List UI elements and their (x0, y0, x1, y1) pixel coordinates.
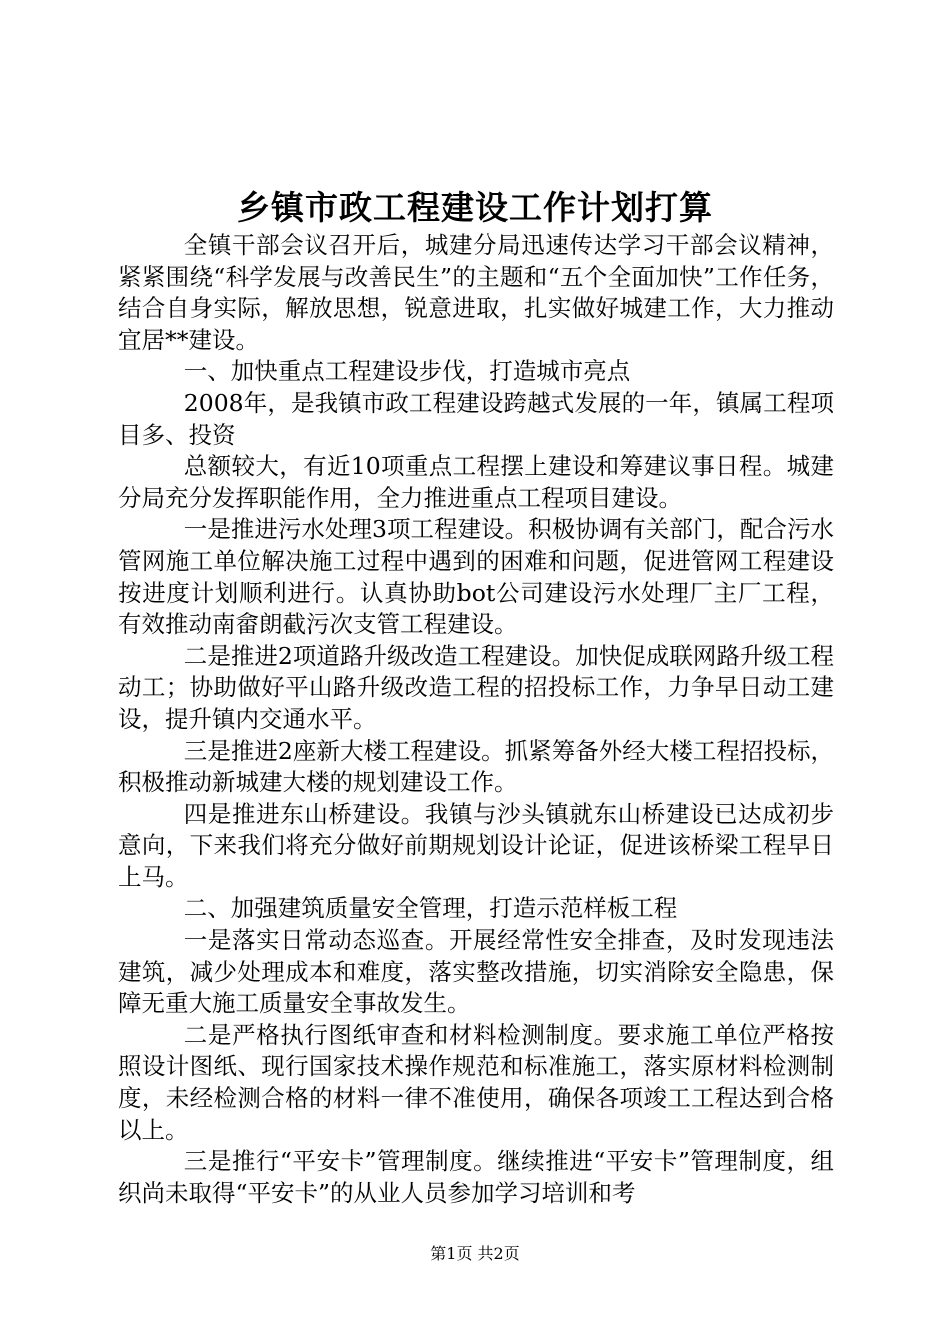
paragraph: 二是严格执行图纸审查和材料检测制度。要求施工单位严格按照设计图纸、现行国家技术操作规范和标准施工，落实原材料检测制度，未经检测合格的材料一律不准使用，确保各项竣工工程达到合格以上。 (118, 1020, 834, 1144)
section-heading: 一、加快重点工程建设步伐，打造城市亮点 (183, 357, 631, 386)
document-title: 乡镇市政工程建设工作计划打算 (237, 188, 713, 227)
paragraph: 2008年，是我镇市政工程建设跨越式发展的一年，镇属工程项目多、投资 (118, 388, 834, 449)
section-heading: 二、加强建筑质量安全管理，打造示范样板工程 (183, 894, 678, 923)
paragraph: 二是推进2项道路升级改造工程建设。加快促成联网路升级工程动工；协助做好平山路升级改造工程的招投标工作，力争早日动工建设，提升镇内交通水平。 (118, 641, 834, 733)
paragraph: 总额较大，有近10项重点工程摆上建设和筹建议事日程。城建分局充分发挥职能作用，全力推进重点工程项目建设。 (118, 452, 834, 512)
paragraph: 三是推进2座新大楼工程建设。抓紧筹备外经大楼工程招投标，积极推动新城建大楼的规划建设工作。 (118, 736, 834, 797)
paragraph: 一是落实日常动态巡查。开展经常性安全排查，及时发现违法建筑，减少处理成本和难度，落实整改措施，切实消除安全隐患，保障无重大施工质量安全事故发生。 (118, 926, 834, 1018)
paragraph: 四是推进东山桥建设。我镇与沙头镇就东山桥建设已达成初步意向，下来我们将充分做好前期规划设计论证，促进该桥梁工程早日上马。 (118, 799, 834, 891)
paragraph: 三是推行“平安卡”管理制度。继续推进“平安卡”管理制度，组织尚未取得“平安卡”的从业人员参加学习培训和考 (118, 1147, 834, 1207)
document-body (118, 230, 834, 1209)
paragraph: 一是推进污水处理3项工程建设。积极协调有关部门，配合污水管网施工单位解决施工过程中遇到的困难和问题，促进管网工程建设按进度计划顺利进行。认真协助bot公司建设污水处理厂主厂工程，有效推动南畲朗截污次支管工程建设。 (118, 515, 834, 639)
paragraph: 全镇干部会议召开后，城建分局迅速传达学习干部会议精神，紧紧围绕“科学发展与改善民生”的主题和“五个全面加快”工作任务，结合自身实际，解放思想，锐意进取，扎实做好城建工作，大力推动宜居**建设。 (118, 231, 834, 354)
page-footer: 第1页 共2页 (430, 1244, 520, 1263)
